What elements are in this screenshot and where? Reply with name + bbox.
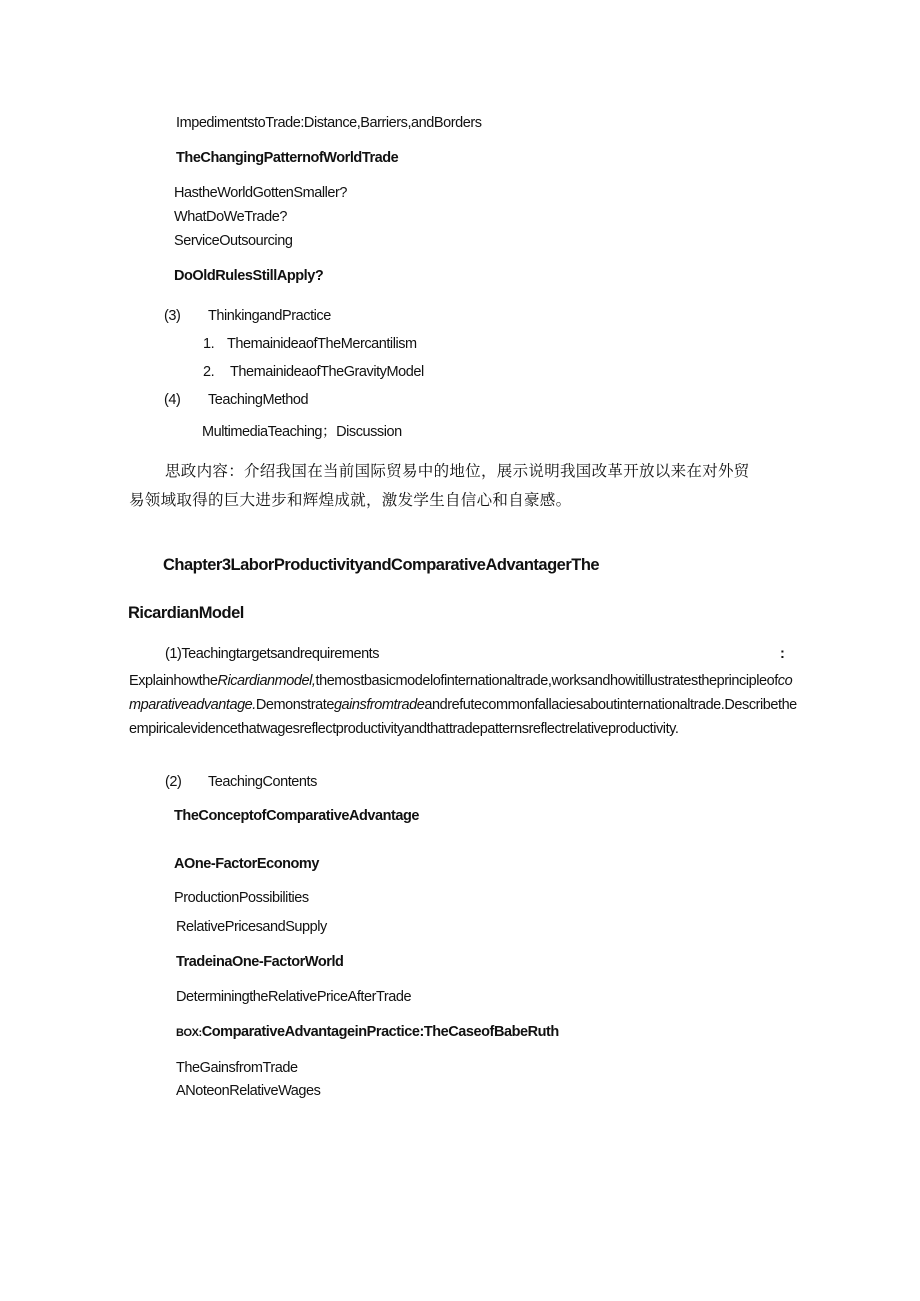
- one-factor-heading: AOne-FactorEconomy: [174, 856, 319, 872]
- targets-label: (1)Teachingtargetsandrequirements: [165, 646, 380, 662]
- box-prefix: BOX:: [176, 1027, 202, 1039]
- targets-emphasis: gainsfromtrade: [333, 697, 425, 713]
- ideology-line-1: 思政内容：介绍我国在当前国际贸易中的地位，展示说明我国改革开放以来在对外贸: [165, 462, 750, 480]
- chapter-title: Chapter3LaborProductivityandComparativeAdvantagerThe: [163, 556, 600, 574]
- box-title: ComparativeAdvantageinPractice:TheCaseofBabeRuth: [201, 1024, 559, 1040]
- targets-paragraph: [129, 669, 799, 741]
- ideology-line-2: 易领域取得的巨大进步和辉煌成就，激发学生自信心和自豪感。: [129, 491, 572, 509]
- method-label: TeachingMethod: [208, 392, 309, 408]
- thinking-label: ThinkingandPractice: [208, 308, 331, 324]
- relative-price-item: DeterminingtheRelativePriceAfterTrade: [176, 989, 412, 1005]
- box-heading: [176, 1023, 559, 1042]
- trade-world-heading: TradeinaOne-FactorWorld: [176, 954, 344, 970]
- thinking-item-number: 1.: [203, 336, 215, 352]
- impediments-subheading: ImpedimentstoTrade:Distance,Barriers,andBorders: [176, 115, 482, 131]
- contents-number: (2): [165, 774, 182, 790]
- list-item: TheGainsfromTrade: [176, 1060, 298, 1076]
- targets-text: Demonstrate: [255, 697, 334, 713]
- thinking-item-text: ThemainideaofTheGravityModel: [230, 364, 424, 380]
- list-item: ProductionPossibilities: [174, 890, 309, 906]
- changing-pattern-heading: TheChangingPatternofWorldTrade: [176, 150, 399, 166]
- list-item: ANoteonRelativeWages: [176, 1083, 321, 1099]
- contents-label: TeachingContents: [208, 774, 317, 790]
- targets-emphasis: comparativeadvantage.: [129, 673, 793, 713]
- list-item: HastheWorldGottenSmaller?: [174, 185, 348, 201]
- thinking-item-number: 2.: [203, 364, 215, 380]
- targets-colon: :: [780, 646, 785, 662]
- list-item: WhatDoWeTrade?: [174, 209, 287, 225]
- targets-text: Explainhowthe: [129, 673, 218, 689]
- old-rules-heading: DoOldRulesStillApply?: [174, 268, 324, 284]
- targets-emphasis: Ricardianmodel,: [217, 673, 316, 689]
- method-detail: MultimediaTeaching；Discussion: [202, 424, 402, 440]
- concept-heading: TheConceptofComparativeAdvantage: [174, 808, 420, 824]
- list-item: ServiceOutsourcing: [174, 233, 293, 249]
- targets-text: themostbasicmodelofinternationaltrade,worksandhowitillustratestheprincipleof: [315, 673, 778, 689]
- list-item: RelativePricesandSupply: [176, 919, 327, 935]
- thinking-number: (3): [164, 308, 181, 324]
- method-number: (4): [164, 392, 181, 408]
- thinking-item-text: ThemainideaofTheMercantilism: [227, 336, 417, 352]
- targets-text: andrefutecommonfallaciesaboutinternationaltrade.Describetheempiricalevidencethatwagesreflectproductivityandthattradepatternsreflectrelativeproductivity.: [129, 697, 797, 737]
- chapter-title-continued: RicardianModel: [128, 604, 244, 622]
